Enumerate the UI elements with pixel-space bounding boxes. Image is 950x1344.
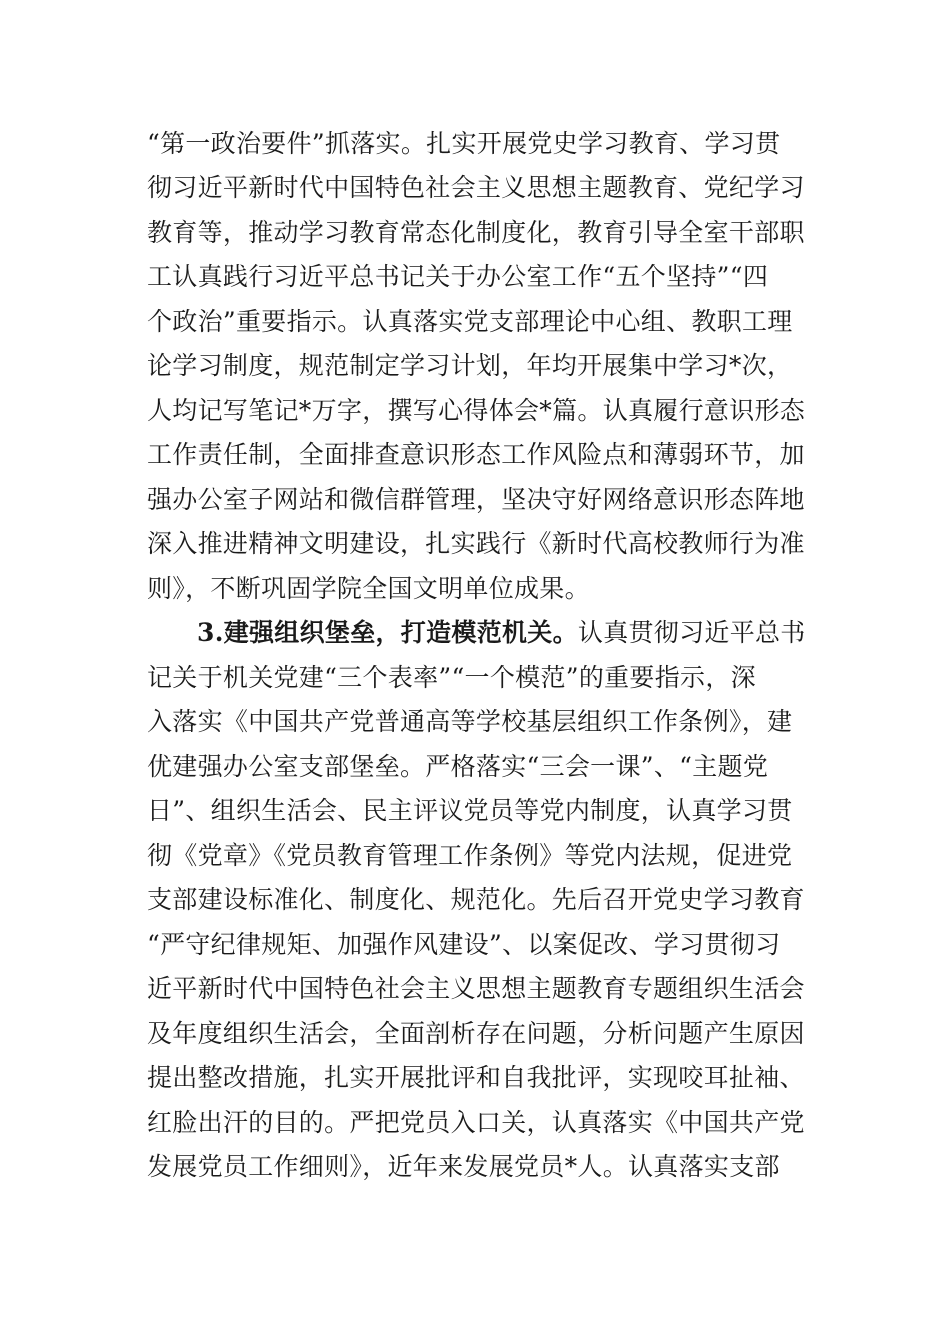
text-line: “严守纪律规矩、加强作风建设”、以案促改、学习贯彻习 xyxy=(147,930,781,959)
section-heading: 3.建强组织堡垒，打造模范机关。 xyxy=(197,618,578,647)
text-line: 红脸出汗的目的。严把党员入口关，认真落实《中国共产党 xyxy=(147,1108,805,1137)
text-line: 则》，不断巩固学院全国文明单位成果。 xyxy=(147,574,590,603)
text-line: “第一政治要件”抓落实。扎实开展党史学习教育、学习贯 xyxy=(147,129,781,158)
text-line: 彻习近平新时代中国特色社会主义思想主题教育、党纪学习 xyxy=(147,173,805,202)
text-line: 入落实《中国共产党普通高等学校基层组织工作条例》，建 xyxy=(147,707,793,736)
text-line: 论学习制度，规范制定学习计划，年均开展集中学习*次， xyxy=(147,351,793,380)
document-body xyxy=(147,122,807,1222)
text-line: 优建强办公室支部堡垒。严格落实“三会一课”、“主题党 xyxy=(147,752,769,781)
text-line: 个政治”重要指示。认真落实党支部理论中心组、教职工理 xyxy=(147,307,793,336)
text-line: 深入推进精神文明建设，扎实践行《新时代高校教师行为准 xyxy=(147,529,805,558)
text-line: 发展党员工作细则》，近年来发展党员*人。认真落实支部 xyxy=(147,1152,780,1181)
text-line: 教育等，推动学习教育常态化制度化，教育引导全室干部职 xyxy=(147,218,805,247)
text-line: 工作责任制，全面排查意识形态工作风险点和薄弱环节，加 xyxy=(147,440,805,469)
text-line: 强办公室子网站和微信群管理，坚决守好网络意识形态阵地 xyxy=(147,485,805,514)
text-line: 工认真践行习近平总书记关于办公室工作“五个坚持”“四 xyxy=(147,262,769,291)
text-line: 提出整改措施，扎实开展批评和自我批评，实现咬耳扯袖、 xyxy=(147,1063,805,1092)
text-span: 认真贯彻习近平总书 xyxy=(577,618,806,647)
text-line: 日”、组织生活会、民主评议党员等党内制度，认真学习贯 xyxy=(147,796,793,825)
text-line: 记关于机关党建“三个表率”“一个模范”的重要指示，深 xyxy=(147,663,756,692)
text-line: 及年度组织生活会，全面剖析存在问题，分析问题产生原因 xyxy=(147,1019,805,1048)
text-line: 近平新时代中国特色社会主义思想主题教育专题组织生活会 xyxy=(147,974,805,1003)
paragraph-first-line xyxy=(147,611,806,655)
text-line: 彻《党章》《党员教育管理工作条例》等党内法规，促进党 xyxy=(147,841,793,870)
text-line: 支部建设标准化、制度化、规范化。先后召开党史学习教育 xyxy=(147,885,805,914)
text-line: 人均记写笔记*万字，撰写心得体会*篇。认真履行意识形态 xyxy=(147,396,806,425)
